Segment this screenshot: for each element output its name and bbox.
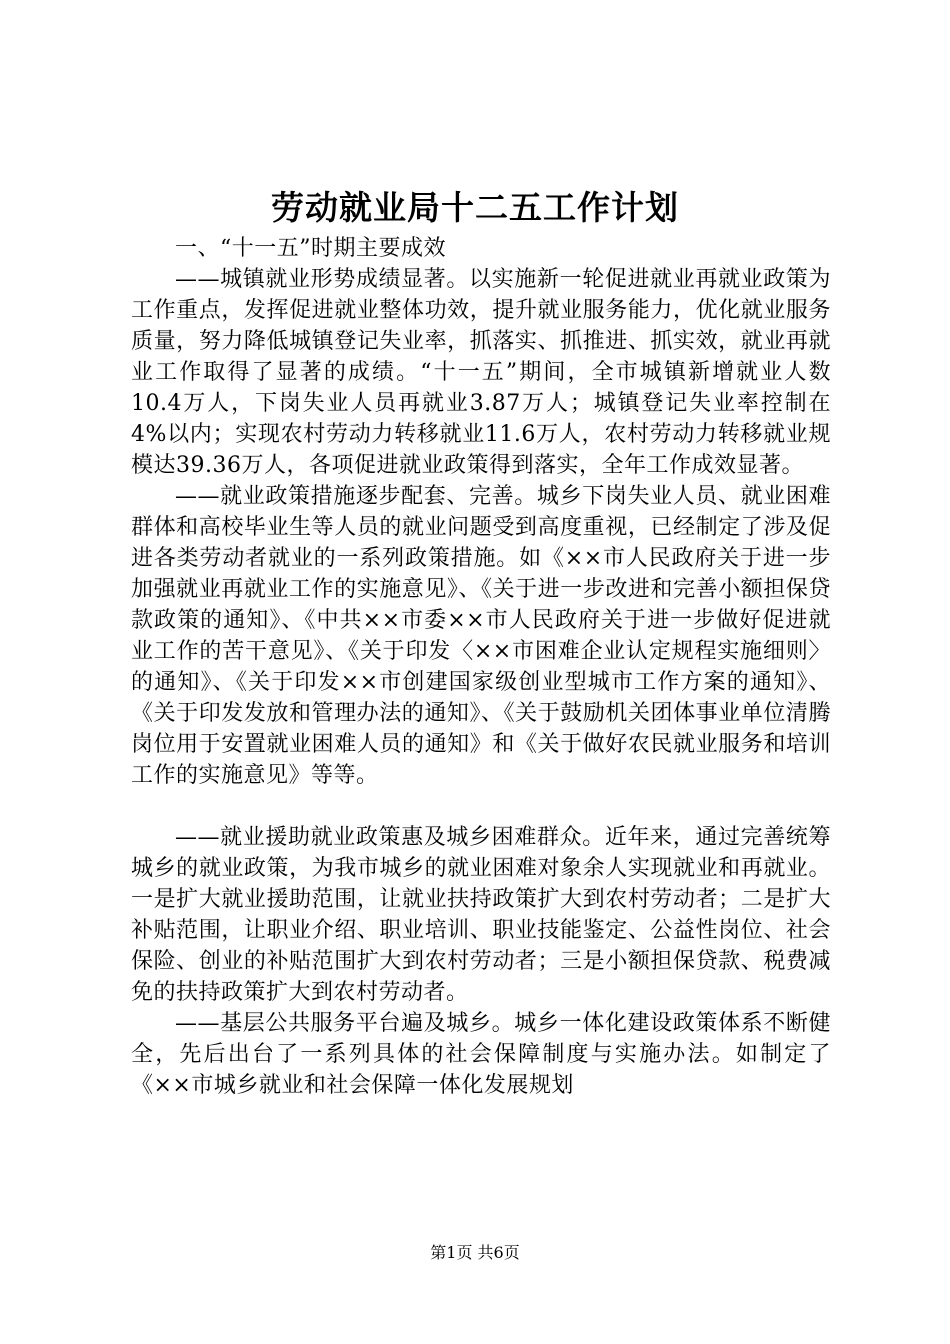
paragraph-public-service-platform: ——基层公共服务平台遍及城乡。城乡一体化建设政策体系不断健全，先后出台了一系列具体的社会保障制度与实施办法。如制定了《××市城乡就业和社会保障一体化发展规划 bbox=[131, 1011, 831, 1098]
paragraph-employment-policy: ——就业政策措施逐步配套、完善。城乡下岗失业人员、就业困难群体和高校毕业生等人员的就业问题受到高度重视，已经制定了涉及促进各类劳动者就业的一系列政策措施。如《××市人民政府关于进一步加强就业再就业工作的实施意见》、《关于进一步改进和完善小额担保贷款政策的通知》、《中共××市委××市人民政府关于进一步做好促进就业工作的苦干意见》、《关于印发〈××市困难企业认定规程实施细则〉的通知》、《关于印发××市创建国家级创业型城市工作方案的通知》、《关于印发发放和管理办法的通知》、《关于鼓励机关团体事业单位清腾岗位用于安置就业困难人员的通知》和《关于做好农民就业服务和培训工作的实施意见》等等。 bbox=[131, 484, 831, 788]
document-title: 劳动就业局十二五工作计划 bbox=[271, 188, 679, 227]
document-body bbox=[131, 233, 831, 1101]
paragraph-employment-assistance: ——就业援助就业政策惠及城乡困难群众。近年来，通过完善统筹城乡的就业政策，为我市城乡的就业困难对象余人实现就业和再就业。一是扩大就业援助范围，让就业扶持政策扩大到农村劳动者；二是扩大补贴范围，让职业介绍、职业培训、职业技能鉴定、公益性岗位、社会保险、创业的补贴范围扩大到农村劳动者；三是小额担保贷款、税费减免的扶持政策扩大到农村劳动者。 bbox=[131, 825, 831, 1005]
page-number-footer: 第1页 共6页 bbox=[430, 1243, 520, 1262]
section-heading: 一、“十一五”时期主要成效 bbox=[175, 236, 446, 261]
paragraph-urban-employment: ——城镇就业形势成绩显著。以实施新一轮促进就业再就业政策为工作重点，发挥促进就业整体功效，提升就业服务能力，优化就业服务质量，努力降低城镇登记失业率，抓落实、抓推进、抓实效，就业再就业工作取得了显著的成绩。“十一五”期间，全市城镇新增就业人数10.4万人，下岗失业人员再就业3.87万人；城镇登记失业率控制在4%以内；实现农村劳动力转移就业11.6万人，农村劳动力转移就业规模达39.36万人，各项促进就业政策得到落实，全年工作成效显著。 bbox=[131, 267, 831, 478]
